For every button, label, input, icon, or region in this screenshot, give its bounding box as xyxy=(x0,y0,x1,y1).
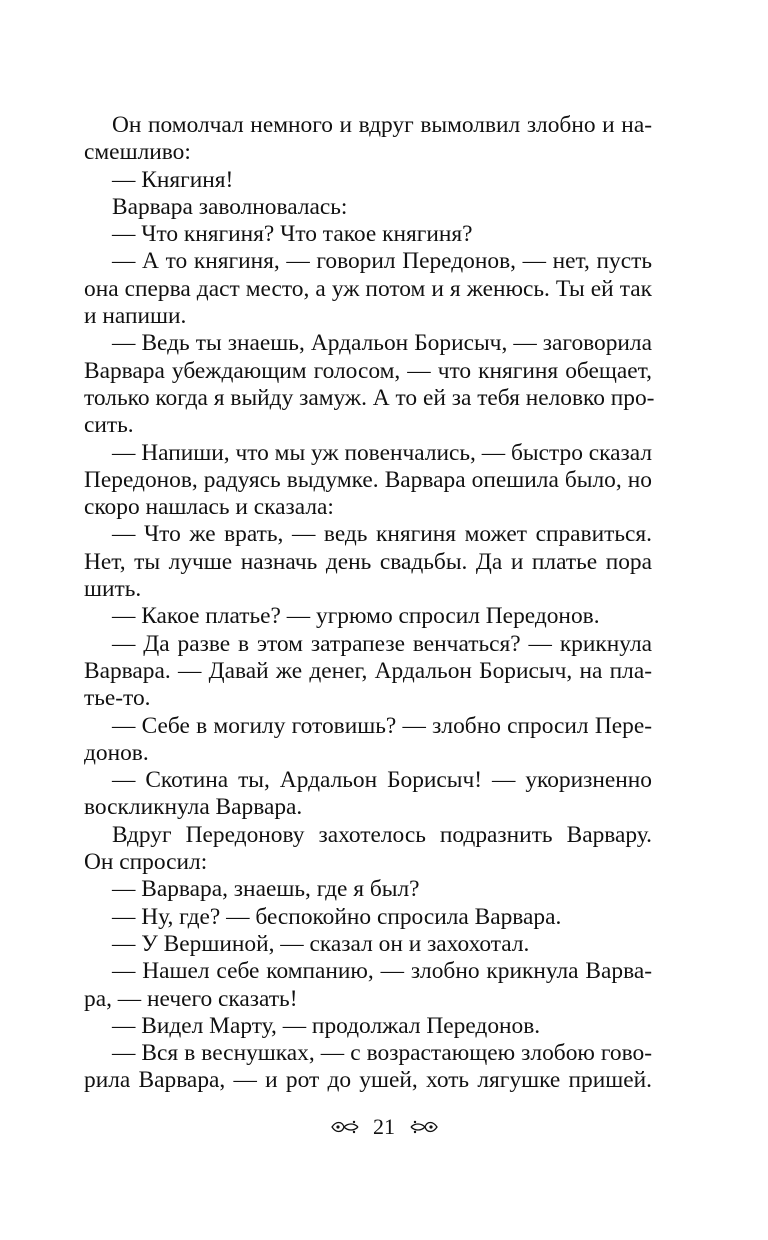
text-line: Он спросил: xyxy=(84,849,208,876)
text-line: Он помолчал немного и вдруг вымолвил злобно и на- xyxy=(112,112,652,138)
book-page-text xyxy=(84,112,655,1095)
text-line: Передонов, радуясь выдумке. Варвара опешила было, но xyxy=(84,466,652,493)
text-line: — Какое платье? — угрюмо спросил Передонов. xyxy=(112,603,600,630)
text-line: Нет, ты лучше назначь день свадьбы. Да и платье пора xyxy=(84,548,652,575)
text-line: — Ну, где? — беспокойно спросила Варвара. xyxy=(112,903,562,930)
text-line: — Княгиня! xyxy=(112,166,234,193)
text-line: сить. xyxy=(84,412,134,439)
text-line: — Что же врать, — ведь княгиня может справиться. xyxy=(112,521,652,548)
text-line: и напиши. xyxy=(84,303,187,330)
text-line: Варвара. — Давай же денег, Ардальон Борисыч, на пла- xyxy=(84,657,652,684)
text-line: ра, — нечего сказать! xyxy=(84,985,298,1012)
text-line: рила Варвара, — и рот до ушей, хоть лягушке пришей. xyxy=(84,1067,652,1094)
text-line: — Варвара, знаешь, где я был? xyxy=(112,876,420,903)
page-footer xyxy=(0,1112,768,1140)
text-line: скоро нашлась и сказала: xyxy=(84,494,334,521)
text-line: — Нашел себе компанию, — злобно крикнула Варва- xyxy=(112,958,652,985)
page-number: 21 xyxy=(373,1113,395,1139)
text-line: только когда я выйду замуж. А то ей за тебя неловко про- xyxy=(84,384,655,411)
text-line: Вдруг Передонову захотелось подразнить Варвару. xyxy=(112,821,652,848)
text-line: воскликнула Варвара. xyxy=(84,794,303,821)
text-line: — Скотина ты, Ардальон Борисыч! — укоризненно xyxy=(112,767,652,794)
text-line: она сперва даст место, а уж потом и я женюсь. Ты ей так xyxy=(84,275,652,302)
text-line: донов. xyxy=(84,739,149,766)
text-line: Варвара заволновалась: xyxy=(112,193,348,220)
text-line: — Видел Марту, — продолжал Передонов. xyxy=(112,1012,541,1039)
text-line: — Да разве в этом затрапезе венчаться? — крикнула xyxy=(112,630,652,657)
text-line: — Ведь ты знаешь, Ардальон Борисыч, — заговорила xyxy=(112,330,652,357)
text-line: — Напиши, что мы уж повенчались, — быстро сказал xyxy=(112,439,653,466)
text-line: — Вся в веснушках, — с возрастающею злобою гово- xyxy=(112,1040,652,1067)
text-line: — У Вершиной, — сказал он и захохотал. xyxy=(112,930,530,957)
text-line: — А то княгиня, — говорил Передонов, — нет, пусть xyxy=(112,248,652,275)
text-line: — Себе в могилу готовишь? — злобно спросил Пере- xyxy=(112,712,652,739)
text-line: шить. xyxy=(84,576,142,603)
fleuron-left-icon xyxy=(330,1117,360,1137)
text-line: тье-то. xyxy=(84,685,151,712)
fleuron-right-icon xyxy=(409,1117,439,1137)
text-line: Варвара убеждающим голосом, — что княгиня обещает, xyxy=(84,357,652,384)
text-line: смешливо: xyxy=(84,139,191,166)
text-line: — Что княгиня? Что такое княгиня? xyxy=(112,221,473,248)
